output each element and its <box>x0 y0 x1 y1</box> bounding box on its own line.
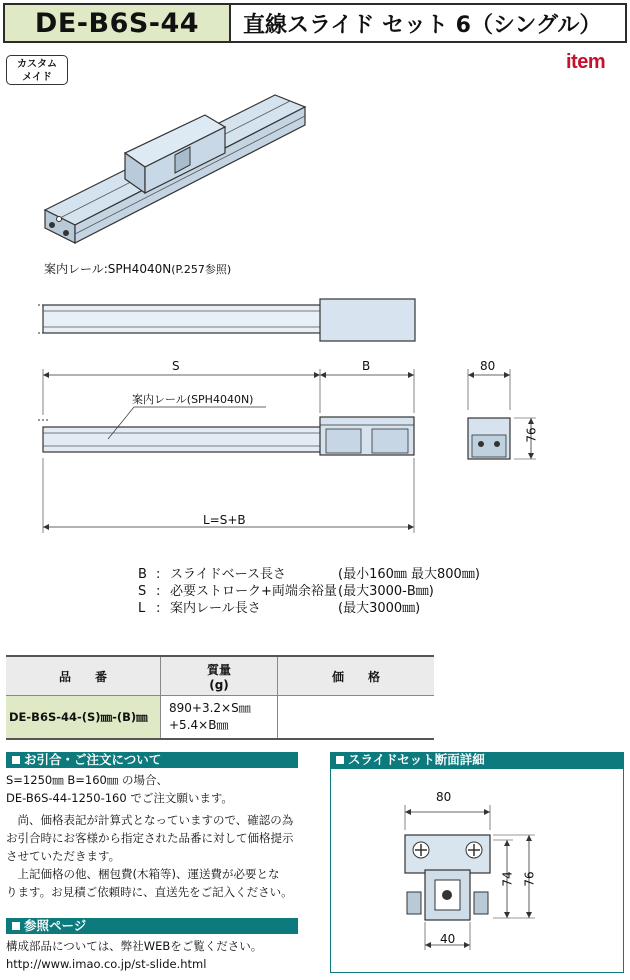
cell-mass-line-1: 890+3.2×S㎜ <box>169 701 251 715</box>
order-section-title: お引合・ご注文について <box>6 752 298 768</box>
legend-desc: スライドベース長さ <box>170 567 286 582</box>
cell-mass-line-2: +5.4×B㎜ <box>169 718 229 732</box>
order-line: させていただきます。 <box>6 849 121 863</box>
table-row <box>6 696 434 740</box>
rail-caption-main: 案内レール:SPH4040N <box>44 262 172 276</box>
cell-price <box>278 696 435 740</box>
legend-range: (最大3000-B㎜) <box>338 584 434 599</box>
dim-b-label: B <box>362 359 371 373</box>
legend-range: (最小160㎜ 最大800㎜) <box>338 567 480 582</box>
legend-row-s: S : 必要ストローク+両端余裕量 (最大3000-B㎜) <box>138 584 434 599</box>
col-mass-line-1: 質量 <box>206 662 231 677</box>
custom-made-badge <box>6 55 68 85</box>
col-part-no: 品 番 <box>6 656 161 696</box>
top-view-drawing <box>36 295 426 350</box>
cell-part-no: DE-B6S-44-(S)㎜-(B)㎜ <box>6 696 161 740</box>
col-mass <box>161 656 278 696</box>
badge-line-2: メイド <box>22 72 52 83</box>
legend-desc: 案内レール長さ <box>170 601 261 616</box>
col-mass-line-2: (g) <box>209 677 229 692</box>
reference-line: 構成部品については、弊社WEBをご覧ください。 <box>6 939 263 953</box>
rail-leader-label: 案内レール(SPH4040N) <box>132 393 254 406</box>
cell-mass <box>161 696 278 740</box>
badge-line-1: カスタム <box>17 59 57 70</box>
order-section-body <box>6 771 306 901</box>
reference-section-title: 参照ページ <box>6 918 298 934</box>
rail-caption-ref: (P.257参照) <box>171 263 232 276</box>
section-dim-80: 80 <box>436 790 452 804</box>
legend-sym: L <box>138 601 146 616</box>
dim-76-label: 76 <box>524 427 539 443</box>
order-line: ります。お見積ご依頼時に、直送先をご記入ください。 <box>6 885 293 899</box>
legend-row-b: B : スライドベース長さ (最小160㎜ 最大800㎜) <box>138 567 480 582</box>
dim-s-label: S <box>172 359 180 373</box>
section-dim-76: 76 <box>522 871 537 887</box>
dim-total-label: L=S+B <box>203 513 246 527</box>
brand-logo: item <box>566 51 606 73</box>
reference-url: http://www.imao.co.jp/st-slide.html <box>6 957 207 971</box>
dimension-legend <box>138 566 480 617</box>
cross-section-title: スライドセット断面詳細 <box>330 752 624 768</box>
order-line: 尚、価格表記が計算式となっていますので、確認の為 <box>6 813 294 827</box>
order-line: お引合時にお客様から指定された品番に対して価格提示 <box>6 831 294 845</box>
legend-sym: B <box>138 567 147 582</box>
order-line: DE-B6S-44-1250-160 でご注文願います。 <box>6 791 233 805</box>
product-illustration <box>40 85 320 255</box>
legend-desc: 必要ストローク+両端余裕量 <box>170 584 337 599</box>
product-title: 直線スライド セット 6（シングル） <box>231 3 627 43</box>
legend-range: (最大3000㎜) <box>338 601 421 616</box>
section-dim-40: 40 <box>440 932 456 946</box>
col-price: 価 格 <box>278 656 435 696</box>
legend-row-l: L : 案内レール長さ (最大3000㎜) <box>138 601 421 616</box>
front-view-drawing <box>36 355 556 535</box>
legend-sym: S <box>138 584 147 599</box>
section-dim-74: 74 <box>500 871 515 887</box>
order-line: 上記価格の他、梱包費(木箱等)、運送費が必要とな <box>6 867 280 881</box>
reference-section-body <box>6 937 306 973</box>
dim-80-label: 80 <box>480 359 496 373</box>
rail-caption <box>44 260 231 277</box>
spec-table <box>6 655 434 740</box>
product-code: DE-B6S-44 <box>3 3 231 43</box>
order-line: S=1250㎜ B=160㎜ の場合、 <box>6 773 168 787</box>
spec-table-header <box>6 656 434 696</box>
